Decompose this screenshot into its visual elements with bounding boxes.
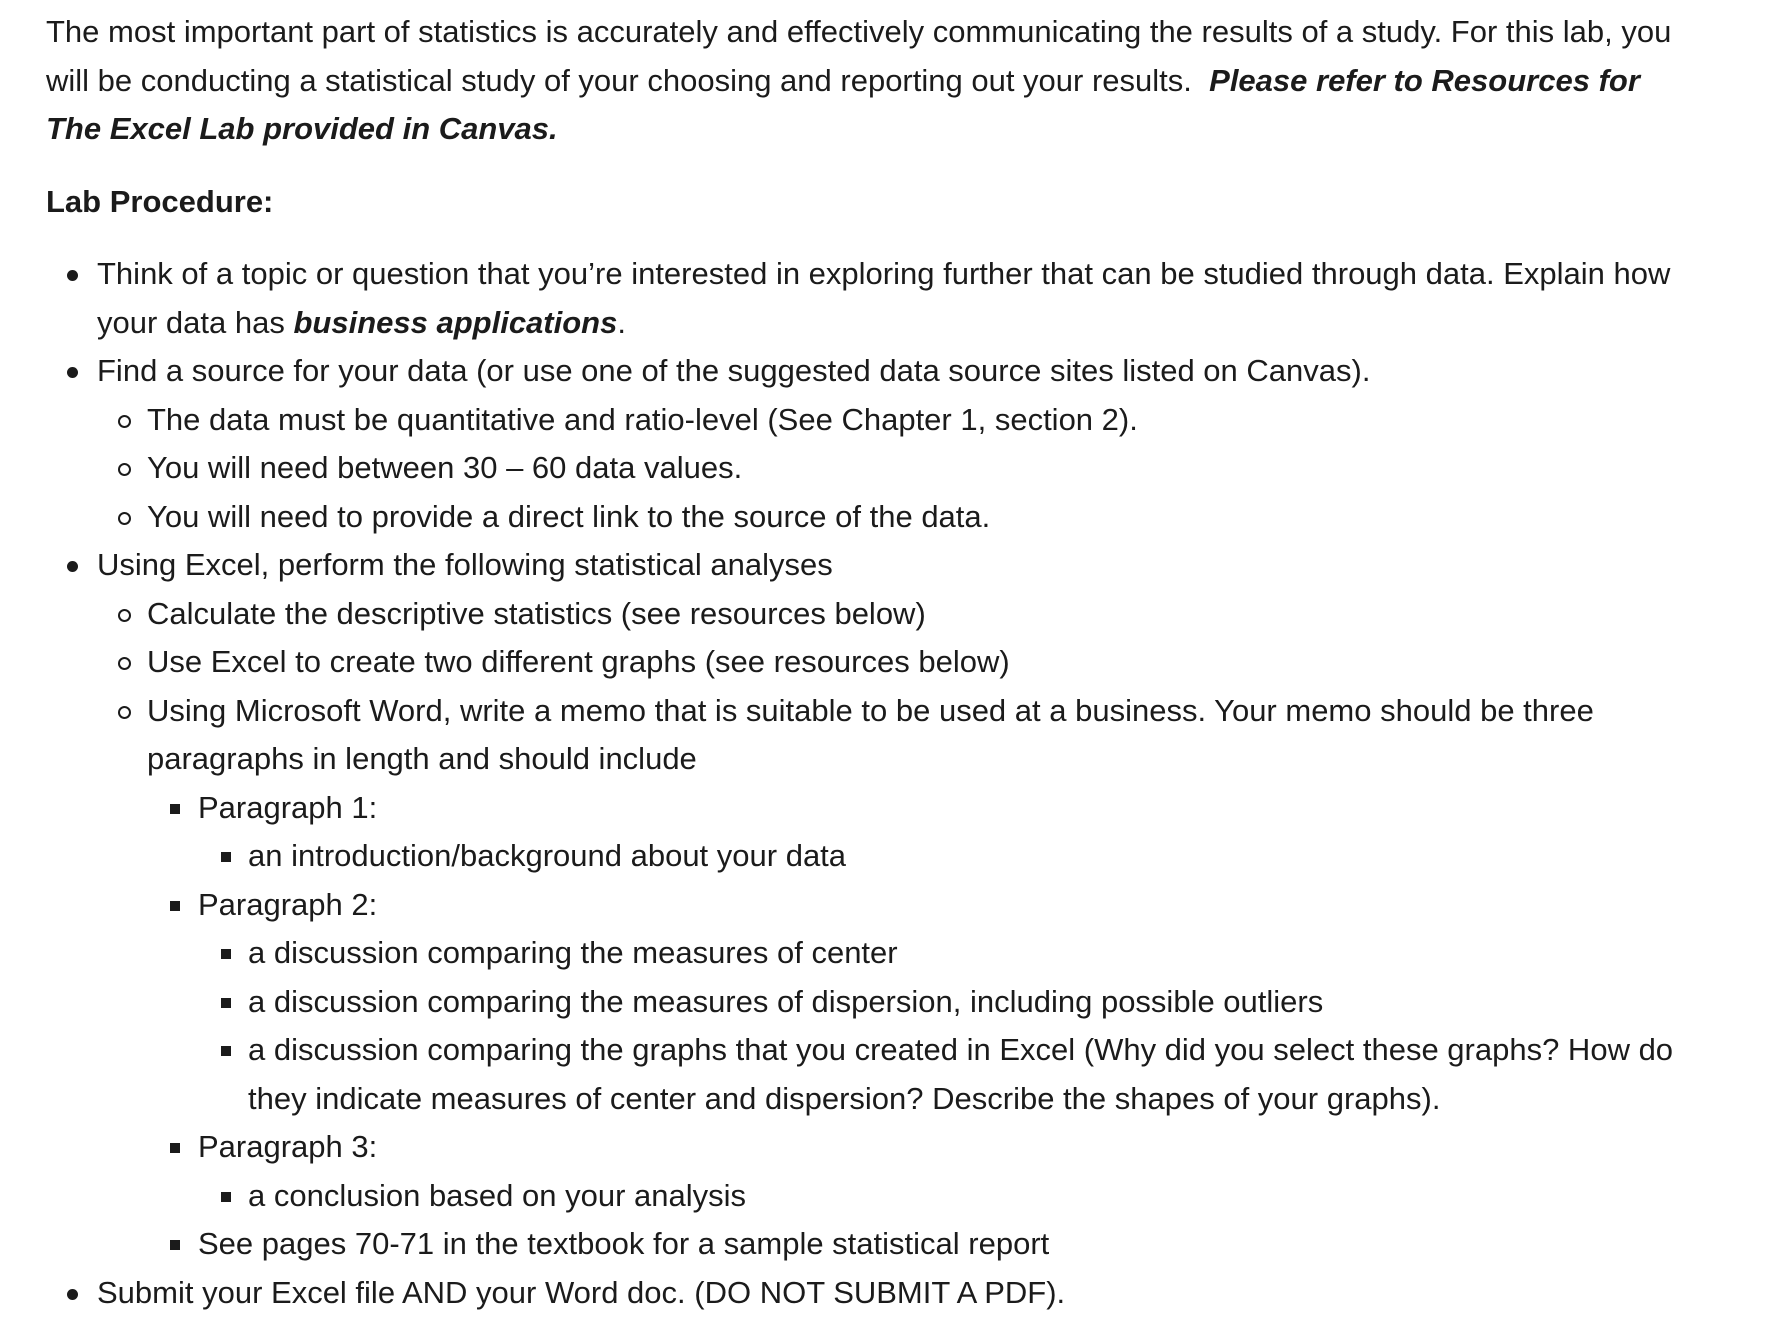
square-bullet-icon (221, 949, 231, 959)
circle-bullet-icon (118, 706, 131, 719)
intro-text: The most important part of statistics is accurately and effectively communicating the results of a study. For this lab, you will be conducting a statistical study of your choosing and reporting out your results. (46, 14, 1671, 98)
sample-report-text: See pages 70-71 in the textbook for a sample statistical report (46, 1220, 1726, 1269)
lab-procedure-heading: Lab Procedure: (46, 178, 1726, 227)
square-bullet-icon (170, 1143, 180, 1153)
list-item: Use Excel to create two different graphs (see resources below) (46, 638, 1726, 687)
list-item (46, 1220, 1726, 1269)
circle-bullet-icon (118, 609, 131, 622)
list-item (46, 1269, 1726, 1317)
paragraph-1-label: Paragraph 1: (46, 784, 1726, 833)
list-item: an introduction/background about your data (46, 832, 1726, 881)
circle-bullet-icon (118, 657, 131, 670)
square-bullet-icon (170, 1240, 180, 1250)
list-item: You will need to provide a direct link to the source of the data. (46, 493, 1726, 542)
list-item: a conclusion based on your analysis (46, 1172, 1726, 1221)
intro-paragraph (46, 8, 1676, 154)
square-bullet-icon (221, 998, 231, 1008)
list-item: Calculate the descriptive statistics (see resources below) (46, 590, 1726, 639)
list-item (46, 347, 1726, 396)
paragraph-2-label: Paragraph 2: (46, 881, 1726, 930)
list-item (46, 1123, 1726, 1172)
list-item (46, 784, 1726, 833)
list-item: You will need between 30 – 60 data values. (46, 444, 1726, 493)
list-item: The data must be quantitative and ratio-level (See Chapter 1, section 2). (46, 396, 1726, 445)
square-bullet-icon (221, 1046, 231, 1056)
submit-text: Submit your Excel file AND your Word doc. (DO NOT SUBMIT A PDF). (46, 1269, 1726, 1317)
square-bullet-icon (170, 804, 180, 814)
list-item: a discussion comparing the measures of center (46, 929, 1726, 978)
list-item (46, 541, 1726, 590)
topic-end: . (617, 305, 626, 340)
bullet-icon (67, 1289, 78, 1300)
business-applications-emphasis: business applications (293, 305, 617, 340)
excel-analyses-text: Using Excel, perform the following statistical analyses (46, 541, 1726, 590)
bullet-icon (67, 367, 78, 378)
list-item (46, 881, 1726, 930)
procedure-list (46, 250, 1726, 1317)
square-bullet-icon (170, 901, 180, 911)
intro-emphasis: Please refer to Resources for The Excel Lab provided in Canvas. (46, 63, 1640, 147)
circle-bullet-icon (118, 512, 131, 525)
square-bullet-icon (221, 1192, 231, 1202)
list-item (46, 250, 1726, 347)
paragraph-3-label: Paragraph 3: (46, 1123, 1726, 1172)
list-item: Using Microsoft Word, write a memo that is suitable to be used at a business. Your memo should be three paragraphs in length and should include (46, 687, 1726, 784)
square-bullet-icon (221, 852, 231, 862)
circle-bullet-icon (118, 463, 131, 476)
source-text: Find a source for your data (or use one of the suggested data source sites listed on Canvas). (46, 347, 1726, 396)
bullet-icon (67, 270, 78, 281)
topic-text: Think of a topic or question that you’re interested in exploring further that can be studied through data. Explain how your data has (97, 256, 1670, 340)
bullet-icon (67, 561, 78, 572)
circle-bullet-icon (118, 415, 131, 428)
list-item: a discussion comparing the measures of dispersion, including possible outliers (46, 978, 1726, 1027)
list-item: a discussion comparing the graphs that you created in Excel (Why did you select these graphs? How do they indicate measures of center and dispersion? Describe the shapes of your graphs). (46, 1026, 1726, 1123)
